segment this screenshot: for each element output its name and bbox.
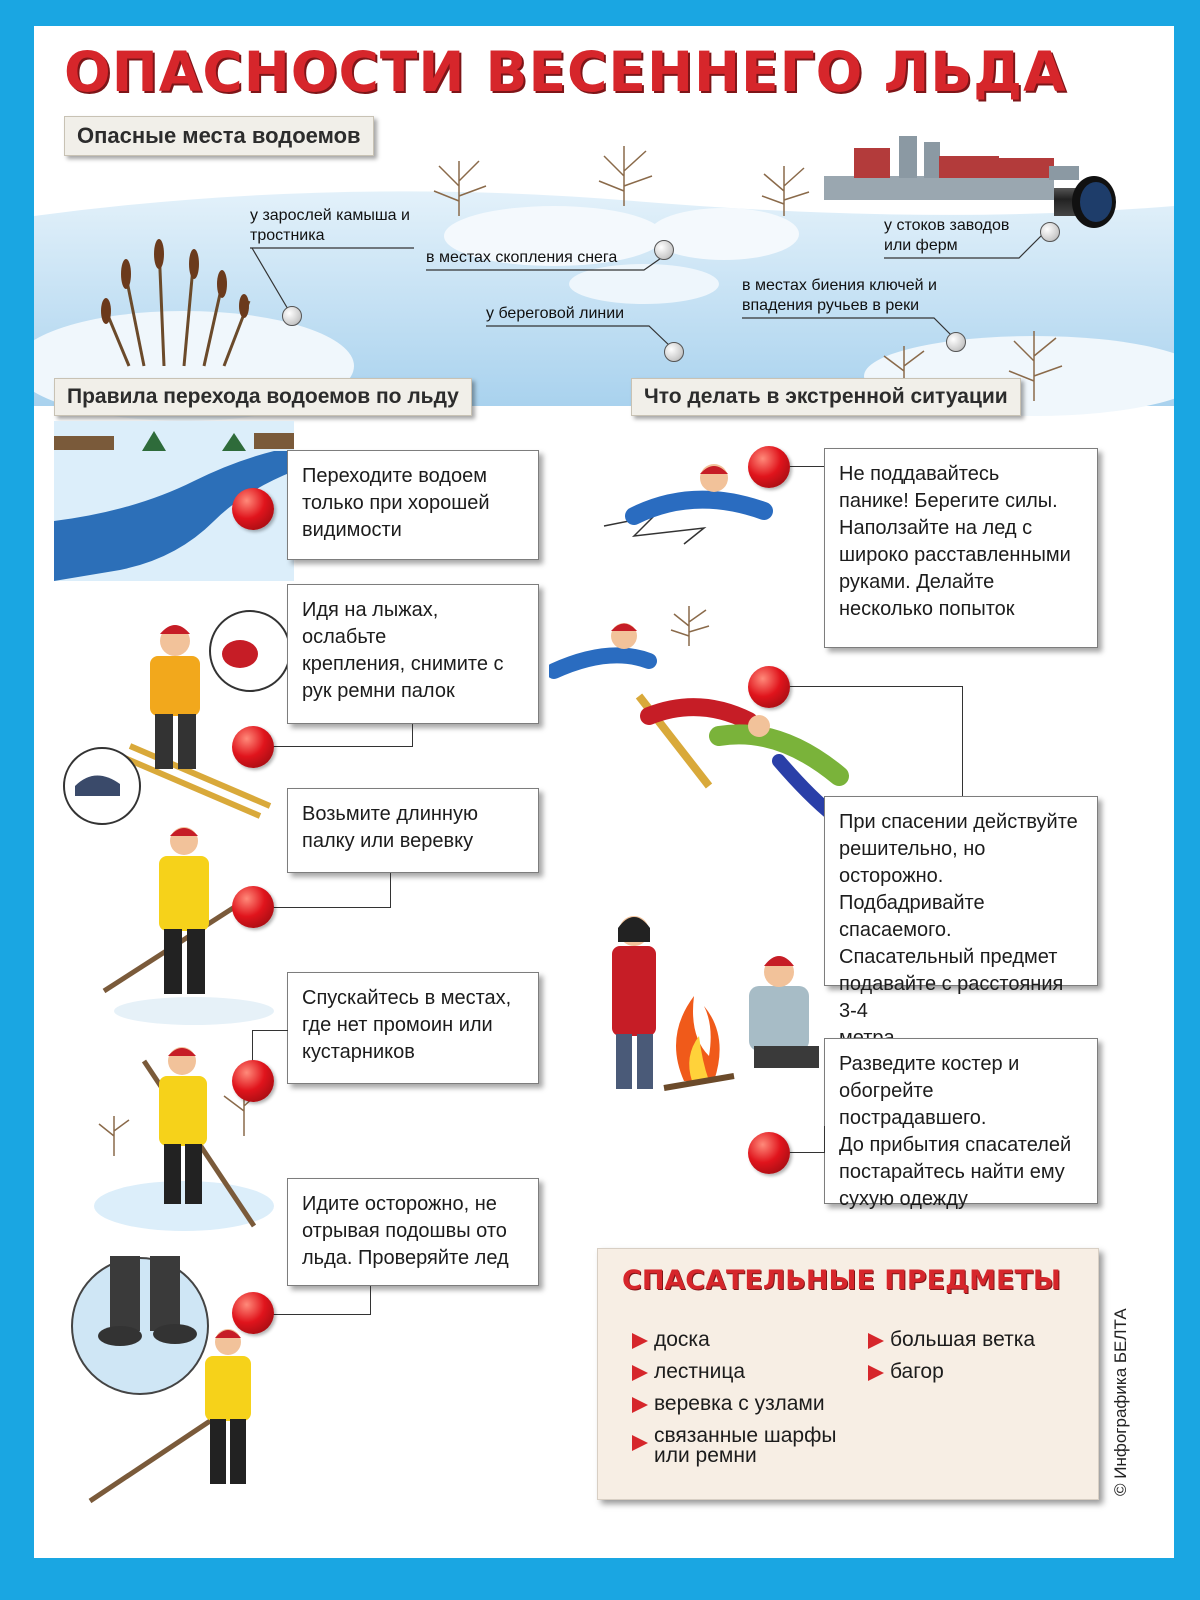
rescue-items-title: СПАСАТЕЛЬНЫЕ ПРЕДМЕТЫ [622,1265,1061,1296]
section-label-dangerous-places: Опасные места водоемов [64,116,374,156]
arrow-right-icon [632,1333,648,1349]
emergency-text-line: сухую одежду [839,1188,968,1210]
credit-text: © Инфографика БЕЛТА [1111,1308,1130,1496]
emergency-text-line: панике! Берегите силы. [839,490,1058,512]
rule-text-line: кустарников [302,1041,415,1063]
danger-marker-reeds [282,306,302,326]
danger-marker-shore [664,342,684,362]
place-reeds-line2: тростника [250,227,325,244]
emergency-text-line: постарайтесь найти ему [839,1161,1065,1183]
leader-line [272,873,391,908]
bullet-red-ball [232,488,274,530]
rule-text-line: крепления, снимите с [302,653,504,675]
rule-box-descend [287,972,539,1084]
rule-box-walk-carefully [287,1178,539,1286]
poster [34,26,1174,1558]
poster-title: ОПАСНОСТИ ВЕСЕННЕГО ЛЬДА [64,40,1067,104]
bullet-red-ball [232,726,274,768]
rescue-item-label: багор [890,1360,944,1383]
emergency-text-line: Спасательный предмет [839,946,1058,968]
bullet-red-ball [748,1132,790,1174]
emergency-text-line: подавайте с расстояния 3-4 [839,973,1064,1022]
rule-text-line: Идите осторожно, не [302,1193,497,1215]
rescue-item-label: связанные шарфы [654,1424,837,1447]
emergency-text-line: Не поддавайтесь [839,463,1000,485]
emergency-text-line: Разведите костер и [839,1053,1020,1075]
leader-line [786,1126,825,1153]
rule-text-line: отрывая подошвы ото [302,1220,507,1242]
place-leader-lines [34,26,1174,406]
arrow-right-icon [632,1365,648,1381]
leader-line [272,724,413,747]
arrow-right-icon [632,1435,648,1451]
place-reeds-line1: у зарослей камыша и [250,207,410,224]
bullet-red-ball [232,1060,274,1102]
descending-person-illustration [84,1026,274,1246]
rescue-item-label: большая ветка [890,1328,1036,1351]
emergency-text-line: Наползайте на лед с [839,517,1033,539]
rescue-item-label: или ремни [654,1444,757,1467]
campfire-illustration [604,906,844,1096]
emergency-box-no-panic [824,448,1098,648]
danger-marker-snow [654,240,674,260]
bullet-red-ball [748,446,790,488]
emergency-box-rescue [824,796,1098,1022]
place-factory-line1: у стоков заводов [884,217,1010,234]
emergency-text-line: До прибытия спасателей [839,1134,1072,1156]
rule-text-line: где нет промоин или [302,1014,493,1036]
danger-marker-springs [946,332,966,352]
arrow-right-icon [868,1333,884,1349]
rule-text-line: палку или веревку [302,830,474,852]
danger-marker-factory [1040,222,1060,242]
rule-text-line: рук ремни палок [302,680,455,702]
bullet-red-ball [748,666,790,708]
emergency-text-line: Подбадривайте спасаемого. [839,892,985,941]
section-label-crossing-rules: Правила перехода водоемов по льду [54,378,472,416]
emergency-text-line: широко расставленными [839,544,1071,566]
bullet-red-ball [232,1292,274,1334]
emergency-text-line: При спасении действуйте [839,811,1078,833]
rule-text-line: льда. Проверяйте лед [302,1247,509,1269]
arrow-right-icon [868,1365,884,1381]
place-springs-line2: впадения ручьев в реки [742,297,920,314]
rule-box-stick [287,788,539,873]
place-shore: у береговой линии [486,305,625,322]
emergency-text-line: руками. Делайте [839,571,995,593]
bullet-red-ball [232,886,274,928]
rule-box-skis [287,584,539,724]
place-springs-line1: в местах биения ключей и [742,277,937,294]
rule-text-line: Спускайтесь в местах, [302,987,512,1009]
rule-text-line: только при хорошей [302,492,490,514]
section-label-emergency: Что делать в экстренной ситуации [631,378,1021,416]
rescue-item-label: доска [654,1328,710,1351]
rule-text-line: Переходите водоем [302,465,487,487]
arrow-right-icon [632,1397,648,1413]
rule-text-line: видимости [302,519,402,541]
leader-line [272,1286,371,1315]
place-factory-line2: или ферм [884,237,958,254]
rule-text-line: Возьмите длинную [302,803,478,825]
emergency-text-line: несколько попыток [839,598,1015,620]
skier-illustration [60,596,290,826]
rule-box-visibility [287,450,539,560]
place-snow: в местах скопления снега [426,249,618,266]
emergency-box-campfire [824,1038,1098,1210]
leader-line [786,466,824,468]
rescue-item-label: лестница [654,1360,746,1383]
rule-text-line: Идя на лыжах, ослабьте [302,599,439,648]
leader-line [786,686,963,797]
rescue-items-panel [597,1248,1099,1500]
emergency-text-line: решительно, но осторожно. [839,838,986,887]
emergency-text-line: обогрейте пострадавшего. [839,1080,987,1129]
rescue-item-label: веревка с узлами [654,1392,825,1415]
careful-walker-illustration [70,1246,270,1506]
